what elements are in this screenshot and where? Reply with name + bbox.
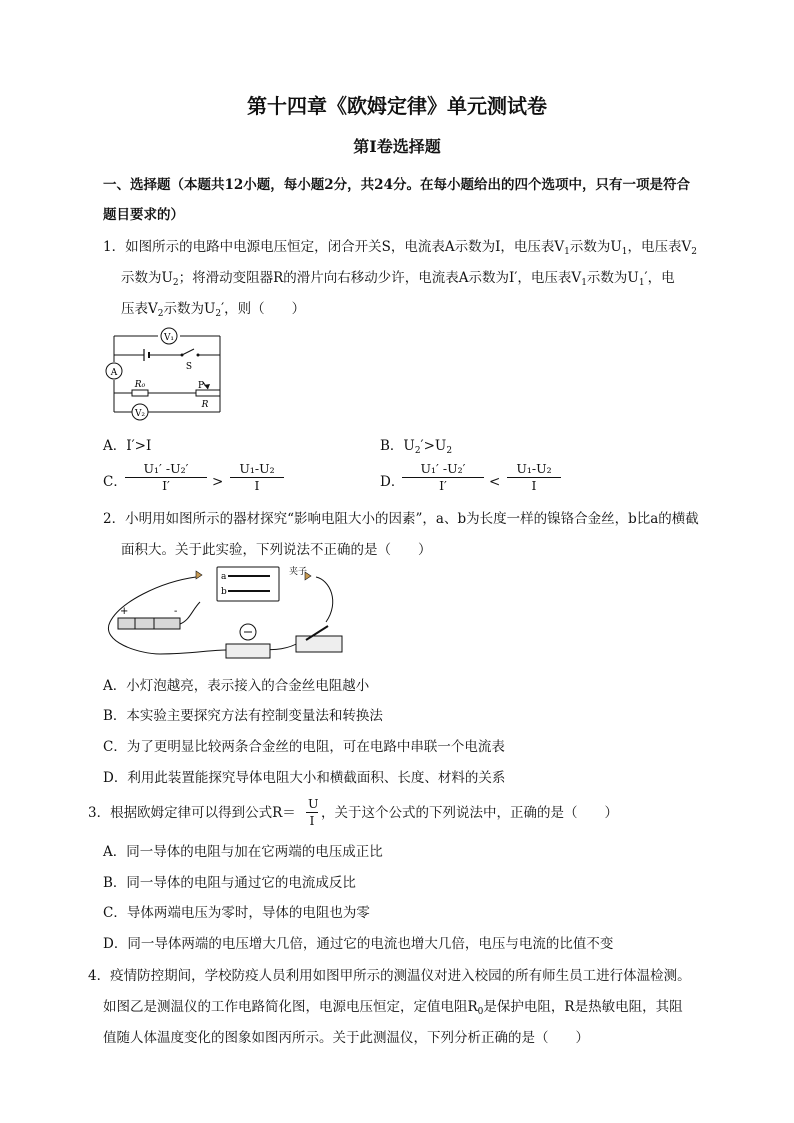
v2-label: V₂	[134, 409, 146, 419]
q3-stem-pre: 3．根据欧姆定律可以得到公式R＝	[88, 805, 296, 821]
battery-minus-label: -	[174, 606, 178, 617]
wire-b-label: b	[221, 587, 227, 597]
section-subtitle: 第I卷选择题	[353, 137, 441, 156]
q1-option-c-label: C．	[103, 474, 127, 490]
q1-option-c-fraction1: $\frac{\text{U₁′ -U₂′}}{I'}$	[125, 461, 207, 494]
q1-stem-line3: 压表$V_2$示数为$U_2'$，则（ ）	[121, 301, 306, 319]
clip-label: 夹子	[289, 567, 308, 577]
q1-stem-line1: 1．如图所示的电路中电源电压恒定，闭合开关S，电流表A示数为I，电压表$V_1$示数为$U_1$，电压表$V_2$	[103, 239, 698, 257]
a-label: A	[110, 368, 118, 378]
page-title: 第十四章《欧姆定律》单元测试卷	[247, 94, 547, 118]
q1-stem-line2: 示数为$U_2$；将滑动变阻器R的滑片向右移动少许，电流表A示数为I′，电压表$V_1$示数为$U_1'$，电	[121, 270, 675, 288]
r-label: R	[201, 400, 209, 410]
q2-option-b: B．本实验主要探究方法有控制变量法和转换法	[103, 708, 383, 724]
q1-option-d-label: D．	[380, 474, 405, 490]
q2-option-a: A．小灯泡越亮，表示接入的合金丝电阻越小	[103, 678, 370, 694]
q1-option-c-fraction2: $\frac{\text{U₁-U₂}}{I}$	[230, 461, 284, 494]
q2-option-d: D．利用此装置能探究导体电阻大小和横截面积、长度、材料的关系	[103, 770, 506, 786]
q4-stem-line2: 如图乙是测温仪的工作电路简化图，电源电压恒定，定值电阻$R_0$是保护电阻，R是热敏电阻，其阻	[103, 999, 683, 1017]
q1-option-d-fraction2: $\frac{\text{U₁-U₂}}{I}$	[507, 461, 561, 494]
q3-option-b: B．同一导体的电阻与通过它的电流成反比	[103, 875, 356, 891]
v1-label: V₁	[163, 333, 175, 343]
q4-stem-line1: 4．疫情防控期间，学校防疫人员利用如图甲所示的测温仪对进入校园的所有师生员工进行体温检测。	[88, 968, 691, 984]
q1-option-d-fraction1: $\frac{\text{U₁′ -U₂′}}{I'}$	[402, 461, 484, 494]
q2-apparatus-diagram	[100, 562, 360, 670]
q3-option-c: C．导体两端电压为零时，导体的电阻也为零	[103, 905, 370, 921]
p-label: P	[197, 381, 205, 391]
wire-right	[316, 577, 333, 622]
wire-a-label: a	[221, 572, 227, 582]
r0-label: R₀	[134, 380, 146, 390]
battery-plus-label: +	[120, 606, 129, 617]
q1-option-d-operator: <	[489, 474, 501, 490]
q2-option-c: C．为了更明显比较两条合金丝的电阻，可在电路中串联一个电流表	[103, 739, 505, 755]
q1-option-c-operator: >	[212, 474, 224, 490]
section-heading-line2: 题目要求的）	[103, 207, 184, 223]
s-label: S	[185, 362, 193, 372]
q1-option-b: B．$U_2'>U_2$	[380, 438, 453, 456]
switch-base	[296, 636, 342, 652]
q2-stem-line1: 2．小明用如图所示的器材探究“影响电阻大小的因素”，a、b为长度一样的镍铬合金丝，b比a的横截	[103, 511, 699, 527]
q2-stem-line2: 面积大。关于此实验，下列说法不正确的是（ ）	[121, 542, 432, 558]
q3-formula-fraction: $\frac{U}{I}$	[308, 796, 319, 828]
q3-option-a: A．同一导体的电阻与加在它两端的电压成正比	[103, 844, 383, 860]
q3-stem-post: ，关于这个公式的下列说法中，正确的是（ ）	[321, 805, 618, 821]
section-heading-line1: 一、选择题（本题共12小题，每小题2分，共24分。在每小题给出的四个选项中，只有一项是符合	[103, 177, 690, 193]
q1-option-a: A．I′>I	[103, 438, 152, 454]
q4-stem-line3: 值随人体温度变化的图象如图丙所示。关于此测温仪，下列分析正确的是（ ）	[103, 1030, 589, 1046]
q3-option-d: D．同一导体两端的电压增大几倍，通过它的电流也增大几倍，电压与电流的比值不变	[103, 936, 614, 952]
q1-circuit-diagram	[100, 325, 230, 425]
